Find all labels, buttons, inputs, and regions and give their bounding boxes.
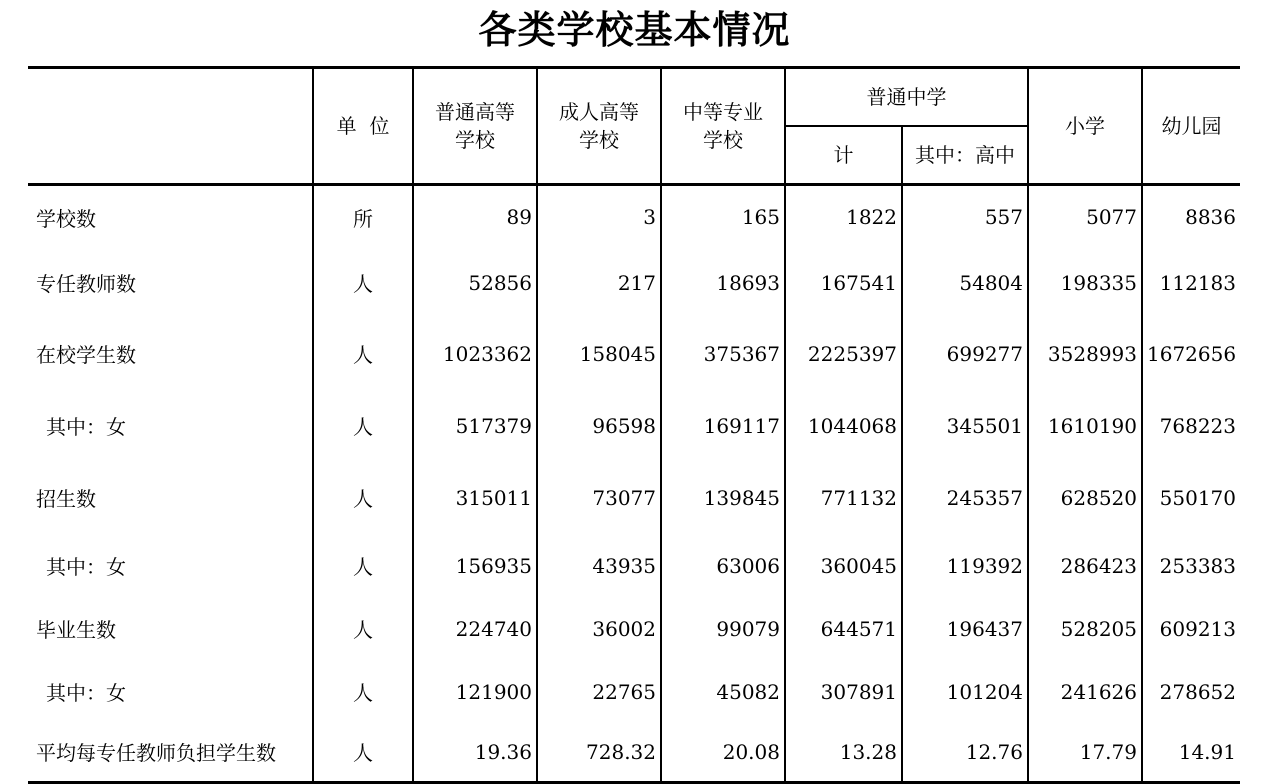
table-cell: 728.32 — [537, 723, 661, 783]
header-secondary-vocational — [661, 68, 785, 185]
table-cell: 112183 — [1142, 249, 1240, 317]
school-statistics-table — [28, 66, 1240, 784]
table-cell: 360045 — [785, 535, 902, 597]
row-unit: 人 — [313, 535, 413, 597]
table-cell: 517379 — [413, 391, 537, 461]
header-middle-high: 其中：高中 — [902, 126, 1028, 185]
row-label: 毕业生数 — [36, 618, 116, 642]
row-unit: 人 — [313, 661, 413, 723]
table-cell: 1822 — [785, 185, 902, 249]
table-cell: 1023362 — [413, 317, 537, 391]
table-cell: 253383 — [1142, 535, 1240, 597]
table-cell: 99079 — [661, 597, 785, 661]
table-cell: 63006 — [661, 535, 785, 597]
table-cell: 217 — [537, 249, 661, 317]
row-label: 其中：女 — [46, 681, 126, 705]
header-university — [413, 68, 537, 185]
table-cell: 12.76 — [902, 723, 1028, 783]
table-cell: 89 — [413, 185, 537, 249]
table-cell: 158045 — [537, 317, 661, 391]
table-cell: 315011 — [413, 461, 537, 535]
table-cell: 139845 — [661, 461, 785, 535]
header-kindergarten: 幼儿园 — [1142, 68, 1240, 185]
table-cell: 20.08 — [661, 723, 785, 783]
table-cell: 156935 — [413, 535, 537, 597]
row-label: 招生数 — [36, 487, 96, 511]
row-label: 平均每专任教师负担学生数 — [28, 723, 313, 783]
table-cell: 96598 — [537, 391, 661, 461]
table-cell: 628520 — [1028, 461, 1142, 535]
table-row — [28, 185, 1240, 249]
header-vocational-line2: 学校 — [703, 128, 743, 152]
table-row — [28, 317, 1240, 391]
row-unit: 人 — [313, 723, 413, 783]
table-cell: 169117 — [661, 391, 785, 461]
table-cell: 224740 — [413, 597, 537, 661]
table-cell: 375367 — [661, 317, 785, 391]
table-cell: 19.36 — [413, 723, 537, 783]
row-unit: 人 — [313, 597, 413, 661]
table-cell: 3528993 — [1028, 317, 1142, 391]
table-cell: 8836 — [1142, 185, 1240, 249]
table-cell: 196437 — [902, 597, 1028, 661]
table-cell: 1672656 — [1142, 317, 1240, 391]
table-cell: 245357 — [902, 461, 1028, 535]
table-cell: 52856 — [413, 249, 537, 317]
table-cell: 2225397 — [785, 317, 902, 391]
row-label: 在校学生数 — [36, 343, 136, 367]
table-cell: 5077 — [1028, 185, 1142, 249]
table-cell: 557 — [902, 185, 1028, 249]
header-middle-total: 计 — [785, 126, 902, 185]
header-middle-school: 普通中学 — [785, 68, 1028, 127]
row-unit: 所 — [313, 185, 413, 249]
table-cell: 699277 — [902, 317, 1028, 391]
header-university-line1: 普通高等 — [435, 100, 515, 124]
table-cell: 17.79 — [1028, 723, 1142, 783]
table-cell: 73077 — [537, 461, 661, 535]
table-cell: 121900 — [413, 661, 537, 723]
header-adult-line2: 学校 — [579, 128, 619, 152]
row-label: 其中：女 — [46, 415, 126, 439]
table-cell: 119392 — [902, 535, 1028, 597]
table-row — [28, 535, 1240, 597]
table-row — [28, 661, 1240, 723]
table-cell: 771132 — [785, 461, 902, 535]
table-cell: 14.91 — [1142, 723, 1240, 783]
table-cell: 307891 — [785, 661, 902, 723]
table-cell: 345501 — [902, 391, 1028, 461]
table-row — [28, 249, 1240, 317]
table-cell: 1044068 — [785, 391, 902, 461]
table-cell: 167541 — [785, 249, 902, 317]
row-unit: 人 — [313, 249, 413, 317]
table-cell: 45082 — [661, 661, 785, 723]
table-row — [28, 391, 1240, 461]
table-cell: 644571 — [785, 597, 902, 661]
table-cell: 609213 — [1142, 597, 1240, 661]
table-cell: 286423 — [1028, 535, 1142, 597]
table-cell: 101204 — [902, 661, 1028, 723]
table-cell: 43935 — [537, 535, 661, 597]
table-cell: 36002 — [537, 597, 661, 661]
table-row — [28, 723, 1240, 783]
header-university-line2: 学校 — [455, 128, 495, 152]
header-unit: 单 位 — [313, 68, 413, 185]
row-unit: 人 — [313, 317, 413, 391]
table-cell: 13.28 — [785, 723, 902, 783]
table-body — [28, 185, 1240, 783]
row-unit: 人 — [313, 461, 413, 535]
table-row — [28, 461, 1240, 535]
header-vocational-line1: 中等专业 — [683, 100, 763, 124]
header-adult-line1: 成人高等 — [559, 100, 639, 124]
table-cell: 528205 — [1028, 597, 1142, 661]
table-cell: 278652 — [1142, 661, 1240, 723]
table-cell: 768223 — [1142, 391, 1240, 461]
page-title: 各类学校基本情况 — [478, 8, 791, 52]
table-cell: 241626 — [1028, 661, 1142, 723]
table-cell: 18693 — [661, 249, 785, 317]
table-cell: 54804 — [902, 249, 1028, 317]
table-cell: 1610190 — [1028, 391, 1142, 461]
table-cell: 165 — [661, 185, 785, 249]
header-adult-college — [537, 68, 661, 185]
table-row — [28, 597, 1240, 661]
table-cell: 550170 — [1142, 461, 1240, 535]
table-cell: 22765 — [537, 661, 661, 723]
row-label: 学校数 — [36, 206, 96, 231]
row-label: 专任教师数 — [36, 272, 136, 296]
row-label: 其中：女 — [46, 555, 126, 579]
table-cell: 3 — [537, 185, 661, 249]
header-primary: 小学 — [1028, 68, 1142, 185]
header-item-blank — [28, 68, 313, 185]
row-unit: 人 — [313, 391, 413, 461]
table-cell: 198335 — [1028, 249, 1142, 317]
